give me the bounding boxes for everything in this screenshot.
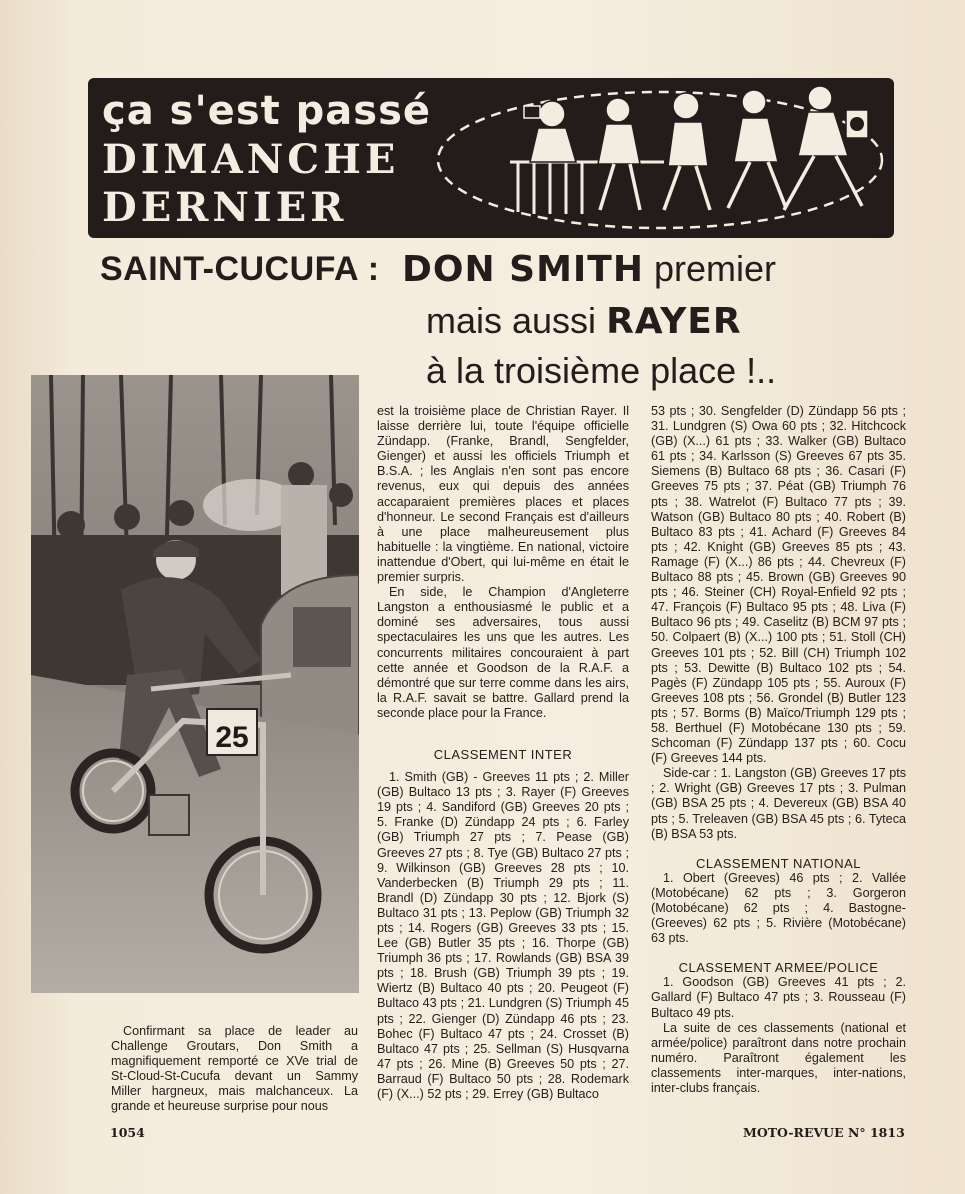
classement-inter-continued: 53 pts ; 30. Sengfelder (D) Zündapp 56 pts ; 31. Lundgren (S) Owa 60 pts ; 32. Hitchcock (GB) (X...) 61 pts ; 33. Walker (GB) Bultaco 61 pts ; 34. Karlsson (S) Greeves 67 pts 35. Siemens (B) Bultaco 68 pts ; 36. Casari (F) Greeves 75 pts ; 37. Péat (GB) Triumph 76 pts ; 38. Watrelot (F) Bultaco 77 pts ; 39. Watson (GB) Bultaco 80 pts ; 40. Robert (B) Bultaco 83 pts ; 41. Achard (F) Greeves 84 pts ; 42. Knight (GB) Greeves 85 pts ; 43. Ramage (F) (X...) 86 pts ; 44. Chevreux (F) Bultaco 88 pts ; 45. Brown (GB) Greeves 90 pts ; 46. Steiner (CH) Royal-Enfield 92 pts ; 47. François (F) Bultaco 95 pts ; 48. Liva (F) Bultaco 96 pts ; 49. Caselitz (B) BCM 97 pts ; 50. Colpaert (B) (X...) 100 pts ; 51. Stoll (CH) Greeves 101 pts ; 52. Bill (CH) Triumph 102 pts ; 53. Dewitte (B) Bultaco 102 pts ; 54. Pagès (F) Zündapp 105 pts ; 55. Auroux (F) Greeves 108 pts ; 56. Grondel (B) Butler 123 pts ; 57. Borms (B) Maïco/Triumph 129 pts ; 58. Berthuel (F) Motobécane 130 pts ; 59. Schcoman (F) Zündapp 137 pts ; 60. Cocu (F) Greeves 144 pts. [651,404,906,766]
article-paragraph-2: En side, le Champion d'Angleterre Langston a enthousiasmé le public et a dominé ses adversaires, tous aussi spectaculaires les uns que les autres. Les concurrents militaires concouraient à part cette année et Goodson de la R.A.F. a démontré que sur terre comme dans les airs, la R.A.F. savait se battre. Gallard prend la seconde place pour la France. [377,585,629,720]
headline-location: SAINT-CUCUFA : [100,250,380,288]
headline-line-2 [426,300,742,342]
headline-line-1-rest: premier [654,248,777,289]
classement-sidecar: Side-car : 1. Langston (GB) Greeves 17 pts ; 2. Wright (GB) Greeves 17 pts ; 3. Pulman (GB) BSA 25 pts ; 4. Devereux (GB) BSA 40 pts ; 5. Treleaven (GB) BSA 45 pts ; 6. Tyteca (B) BSA 53 pts. [651,766,906,841]
classement-inter-heading: CLASSEMENT INTER [433,746,573,762]
headline-line-3: à la troisième place !.. [426,350,777,391]
spectators-cartoon-illustration [434,84,886,232]
caption-text: Confirmant sa place de leader au Challenge Groutars, Don Smith a magnifiquement remporté ce XVe trial de St-Cloud-St-Cucufa devant un Sammy Miller hargneux, mais malchanceux. La grande et heureuse surprise pour nous [111,1024,358,1114]
photo-rendering [31,375,359,993]
page-number: 1054 [110,1125,145,1140]
headline-rayer-name: RAYER [606,301,742,342]
heading-spacer [377,762,629,770]
banner-line-3: DERNIER [102,184,348,231]
article-column-right [651,404,906,1096]
photo-caption [111,1024,358,1115]
column-spacer-3 [651,946,906,960]
classement-national-heading: CLASSEMENT NATIONAL [695,855,862,871]
classement-note: La suite de ces classements (national et armée/police) paraîtront dans notre prochain numéro. Paraîtront également les classements inter-marques, inter-nations, inter-clubs français. [651,1020,906,1096]
classement-inter-list: 1. Smith (GB) - Greeves 11 pts ; 2. Miller (GB) Bultaco 13 pts ; 3. Rayer (F) Greeves 19 pts ; 4. Sandiford (GB) Greeves 20 pts ; 5. Franke (D) Zündapp 24 pts ; 6. Farley (GB) Triumph 27 pts ; 7. Pease (GB) Greeves 27 pts ; 8. Tye (GB) Bultaco 27 pts ; 9. Wilkinson (GB) Greeves 28 pts ; 10. Vanderbecken (B) Triumph 29 pts ; 11. Brandl (D) Zündapp 30 pts ; 12. Bjork (S) Bultaco 31 pts ; 13. Peplow (GB) Triumph 32 pts ; 14. Rogers (GB) Greeves 33 pts ; 15. Lee (GB) Butler 35 pts ; 16. Thorpe (GB) Triumph 36 pts ; 17. Rowlands (GB) BSA 39 pts ; 18. Brush (GB) Triumph 39 pts ; 19. Wiertz (B) Bultaco 40 pts ; 20. Peugeot (F) Bultaco 43 pts ; 21. Lundgren (S) Triumph 45 pts ; 22. Gienger (D) Zündapp 46 pts ; 23. Bohec (F) Bultaco 47 pts ; 24. Crosset (B) Bultaco 47 pts ; 25. Sellman (S) Husqvarna 47 pts ; 26. Mine (B) Greeves 50 pts ; 27. Barraud (F) Bultaco 50 pts ; 28. Rodemark (F) (X...) 52 pts ; 29. Errey (GB) Bultaco [377,770,629,1102]
headline-winner-name: DON SMITH [402,249,644,290]
magazine-issue: MOTO-REVUE N° 1813 [743,1125,905,1140]
classement-armee-list: 1. Goodson (GB) Greeves 41 pts ; 2. Gallard (F) Bultaco 47 pts ; 3. Rousseau (F) Bultaco 49 pts. [651,975,906,1020]
column-spacer-2 [651,842,906,856]
banner-line-2: DIMANCHE [102,136,400,183]
article-paragraph-1: est la troisième place de Christian Rayer. Il laisse derrière lui, toute l'équipe officielle Zündapp. (Franke, Brandl, Sengfelder, Gienger) et aussi les officiels Triumph et B.S.A. ; les Anglais n'en sont pas encore revenus, eux qui depuis des années accaparaient premières places et places d'honneur. Le second Français est d'ailleurs à une place malheureusement plus habituelle : la vingtième. En national, victoire inattendue d'Obert, qui lui-même en était le premier surpris. [377,404,629,585]
banner-line-1: ça s'est passé [102,88,432,134]
trial-rider-photo [31,375,359,993]
column-spacer [377,721,629,747]
classement-national-list: 1. Obert (Greeves) 46 pts ; 2. Vallée (Motobécane) 62 pts ; 3. Gorgeron (Motobécane) 62 pts ; 4. Bastogne- (Greeves) 62 pts ; 5. Rivière (Motobécane) 63 pts. [651,870,906,946]
classement-armee-heading: CLASSEMENT ARMEE/POLICE [678,960,879,976]
headline-line-2-lead: mais aussi [426,300,597,341]
headline-line-1 [402,248,776,290]
race-number-plate: 25 [215,721,249,754]
section-banner [88,78,894,238]
article-column-middle [377,404,629,1102]
